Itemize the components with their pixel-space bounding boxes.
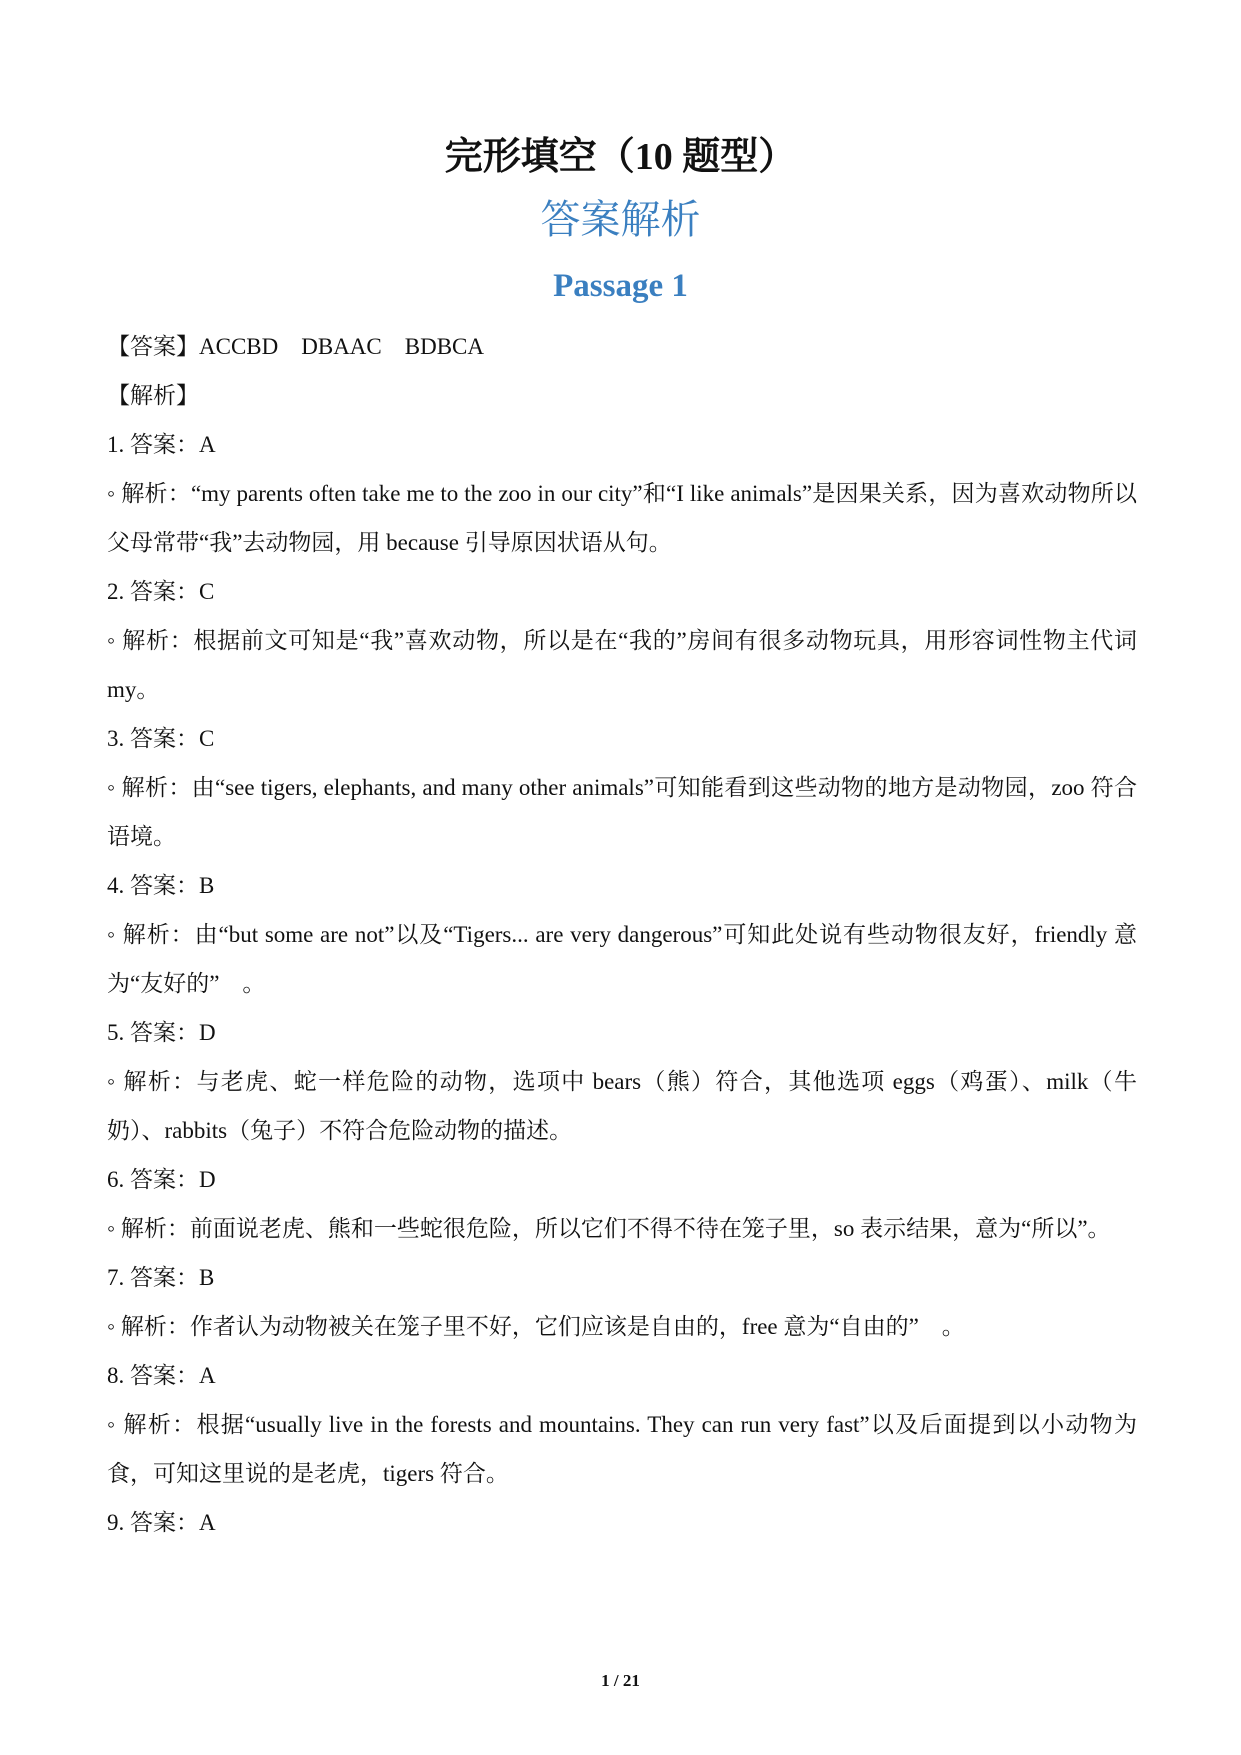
question-answer: 3. 答案：C (107, 726, 215, 751)
question-answer: 6. 答案：D (107, 1167, 216, 1192)
question-explanation: ◦ 解析：“my parents often take me to the zoo in our city”和“I like animals”是因果关系，因为喜欢动物所以父母常带“我”去动物园，用 because 引导原因状语从句。 (107, 481, 1137, 555)
question-item (107, 567, 1137, 714)
question-explanation: ◦ 解析：根据“usually live in the forests and mountains. They can run very fast”以及后面提到以小动物为食，可知这里说的是老虎，tigers 符合。 (107, 1412, 1137, 1486)
question-answer: 9. 答案：A (107, 1510, 216, 1535)
question-explanation: ◦ 解析：作者认为动物被关在笼子里不好，它们应该是自由的，free 意为“自由的” 。 (107, 1314, 965, 1339)
question-item (107, 1253, 1137, 1351)
answer-key-line: 【答案】ACCBD DBAAC BDBCA (107, 334, 484, 359)
question-item (107, 714, 1137, 861)
question-explanation: ◦ 解析：由“but some are not”以及“Tigers... are very dangerous”可知此处说有些动物很友好，friendly 意为“友好的” 。 (107, 922, 1137, 996)
question-answer: 7. 答案：B (107, 1265, 215, 1290)
question-item (107, 1155, 1137, 1253)
question-explanation: ◦ 解析：由“see tigers, elephants, and many other animals”可知能看到这些动物的地方是动物园，zoo 符合语境。 (107, 775, 1137, 849)
passage-heading: Passage 1 (553, 268, 688, 304)
question-answer: 2. 答案：C (107, 579, 215, 604)
question-answer: 4. 答案：B (107, 873, 215, 898)
question-item (107, 1008, 1137, 1155)
question-item (107, 1351, 1137, 1498)
question-item (107, 1498, 1137, 1547)
page-number: 1 / 21 (601, 1671, 640, 1690)
question-answer: 5. 答案：D (107, 1020, 216, 1045)
analysis-label: 【解析】 (107, 383, 199, 408)
question-explanation: ◦ 解析：前面说老虎、熊和一些蛇很危险，所以它们不得不待在笼子里，so 表示结果，意为“所以”。 (107, 1216, 1111, 1241)
document-title: 完形填空（10 题型） (444, 136, 797, 178)
question-explanation: ◦ 解析：与老虎、蛇一样危险的动物，选项中 bears（熊）符合，其他选项 eggs（鸡蛋）、milk（牛奶）、rabbits（兔子）不符合危险动物的描述。 (107, 1069, 1137, 1143)
question-answer: 1. 答案：A (107, 432, 216, 457)
question-answer: 8. 答案：A (107, 1363, 216, 1388)
question-item (107, 861, 1137, 1008)
document-subtitle: 答案解析 (540, 197, 701, 242)
answer-content (107, 322, 1137, 1547)
question-item (107, 420, 1137, 567)
question-explanation: ◦ 解析：根据前文可知是“我”喜欢动物，所以是在“我的”房间有很多动物玩具，用形容词性物主代词 my。 (107, 628, 1137, 702)
